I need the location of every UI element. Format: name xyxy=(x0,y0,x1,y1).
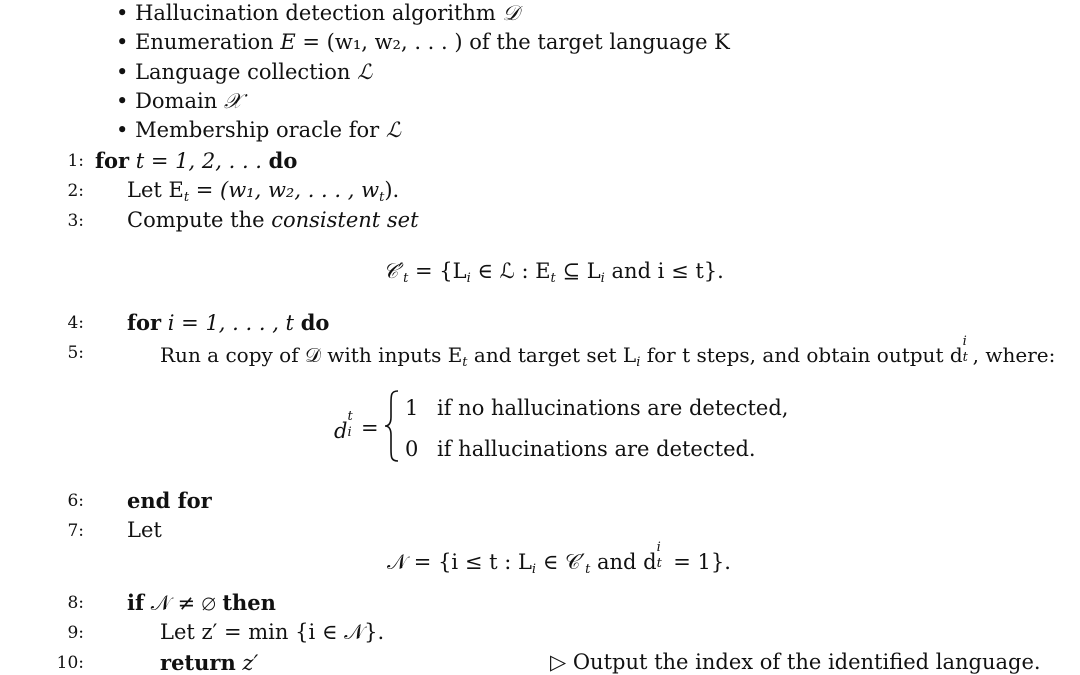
keyword-for: for xyxy=(95,148,130,173)
input-item-text: Membership oracle for xyxy=(135,118,386,142)
subscript: i xyxy=(600,271,605,286)
math: = 1}. xyxy=(666,550,731,574)
algo-line-10 xyxy=(160,652,258,674)
text: , where: xyxy=(972,343,1056,367)
emphasis: consistent set xyxy=(271,208,419,232)
subscript: t xyxy=(656,556,662,571)
input-item-enumeration xyxy=(116,32,730,53)
superscript: i xyxy=(962,334,967,349)
line-number: 10: xyxy=(56,653,84,673)
text: for t steps, and obtain output d xyxy=(640,343,963,367)
keyword-for: for xyxy=(127,310,162,335)
subscript: t xyxy=(183,190,190,205)
algo-line-4 xyxy=(127,312,329,334)
math: ∈ ℒ : E xyxy=(470,259,551,283)
subscript: t xyxy=(550,271,556,286)
case-1-value: 1 xyxy=(405,396,419,420)
text: Run a copy of 𝒟 with inputs E xyxy=(160,343,463,367)
superscript: t xyxy=(347,409,353,424)
return-value: z′ xyxy=(235,651,259,675)
keyword-return: return xyxy=(160,650,236,675)
subscript: t xyxy=(403,271,409,286)
algo-line-2 xyxy=(127,180,399,204)
algo-line-3 xyxy=(127,210,419,231)
subscript: i xyxy=(636,355,641,370)
sup-sub xyxy=(656,540,667,571)
line-number: 5: xyxy=(67,343,84,363)
keyword-do: do xyxy=(300,310,330,335)
input-item-text: Hallucination detection algorithm xyxy=(135,1,503,25)
math: and d xyxy=(590,550,657,574)
input-item-text: Language collection xyxy=(135,60,358,84)
comment: ▷ Output the index of the identified language. xyxy=(550,650,1041,674)
math: = {L xyxy=(408,259,467,283)
text: and target set L xyxy=(467,343,637,367)
subscript: t xyxy=(462,355,468,370)
input-item-language-collection xyxy=(116,62,372,83)
math-symbol: 𝒳 xyxy=(223,89,242,113)
math: ⊆ L xyxy=(555,259,601,283)
text: = (w₁, w₂, . . . , w xyxy=(189,178,380,202)
math: ∈ 𝒞′ xyxy=(536,550,586,574)
math-symbol: ℒ xyxy=(385,118,402,142)
math-symbol: ℒ xyxy=(357,60,373,84)
algo-line-1 xyxy=(95,150,297,172)
loop-range: t = 1, 2, . . . xyxy=(129,149,269,173)
superscript: i xyxy=(656,540,661,555)
case-2-value: 0 xyxy=(405,437,419,461)
subscript: i xyxy=(466,271,471,286)
bullet: • xyxy=(116,60,129,84)
keyword-then: then xyxy=(222,590,276,615)
keyword-do: do xyxy=(268,148,298,173)
equals-sign: = xyxy=(361,416,379,440)
algo-line-9: Let z′ = min {i ∈ 𝒩}. xyxy=(160,620,385,644)
subscript: i xyxy=(531,562,537,577)
math: 𝒞′ xyxy=(383,259,404,283)
math-symbol: E xyxy=(280,30,296,54)
line-number: 1: xyxy=(67,151,84,171)
line-number: 9: xyxy=(67,623,84,643)
keyword-if: if xyxy=(127,590,145,615)
sup-sub xyxy=(962,334,973,365)
subscript: t xyxy=(585,562,591,577)
bullet: • xyxy=(116,1,129,25)
left-brace xyxy=(383,389,401,463)
input-item-text: = (w₁, w₂, . . . ) of the target language K xyxy=(295,30,730,54)
math-symbol: 𝒟 xyxy=(502,1,520,25)
sup-sub xyxy=(347,409,357,440)
math: d xyxy=(334,419,348,443)
line-number: 6: xyxy=(67,491,84,511)
math: 𝒩 = {i ≤ t : L xyxy=(387,550,532,574)
case-1-condition: if no hallucinations are detected, xyxy=(437,396,789,420)
condition: 𝒩 ≠ ∅ xyxy=(144,591,223,615)
loop-range: i = 1, . . . , t xyxy=(161,311,301,335)
bullet: • xyxy=(116,118,129,142)
input-item-domain xyxy=(116,91,242,112)
algo-line-8 xyxy=(127,592,276,614)
cases-lhs xyxy=(334,409,357,443)
subscript: t xyxy=(379,190,385,205)
line-number: 4: xyxy=(67,313,84,333)
subscript: i xyxy=(347,425,352,440)
algo-line-5 xyxy=(160,334,1056,370)
line-number: 2: xyxy=(67,181,84,201)
input-item-membership-oracle xyxy=(116,120,401,141)
math: and i ≤ t}. xyxy=(604,259,724,283)
bullet: • xyxy=(116,89,129,113)
case-2-condition: if hallucinations are detected. xyxy=(437,437,756,461)
equation-n-set xyxy=(387,540,731,577)
text: ). xyxy=(384,178,400,202)
input-item-text: Domain xyxy=(135,89,224,113)
line-number: 7: xyxy=(67,521,84,541)
algo-line-7: Let xyxy=(127,518,162,542)
line-number: 8: xyxy=(67,593,84,613)
keyword-end-for: end for xyxy=(127,488,212,513)
line-number: 3: xyxy=(67,211,84,231)
text: Compute the xyxy=(127,208,272,232)
subscript: t xyxy=(962,350,968,365)
equation-consistent-set xyxy=(383,261,724,285)
text: Let E xyxy=(127,178,184,202)
bullet: • xyxy=(116,30,129,54)
input-item-text: Enumeration xyxy=(135,30,281,54)
input-item-detection-algorithm xyxy=(116,3,519,24)
